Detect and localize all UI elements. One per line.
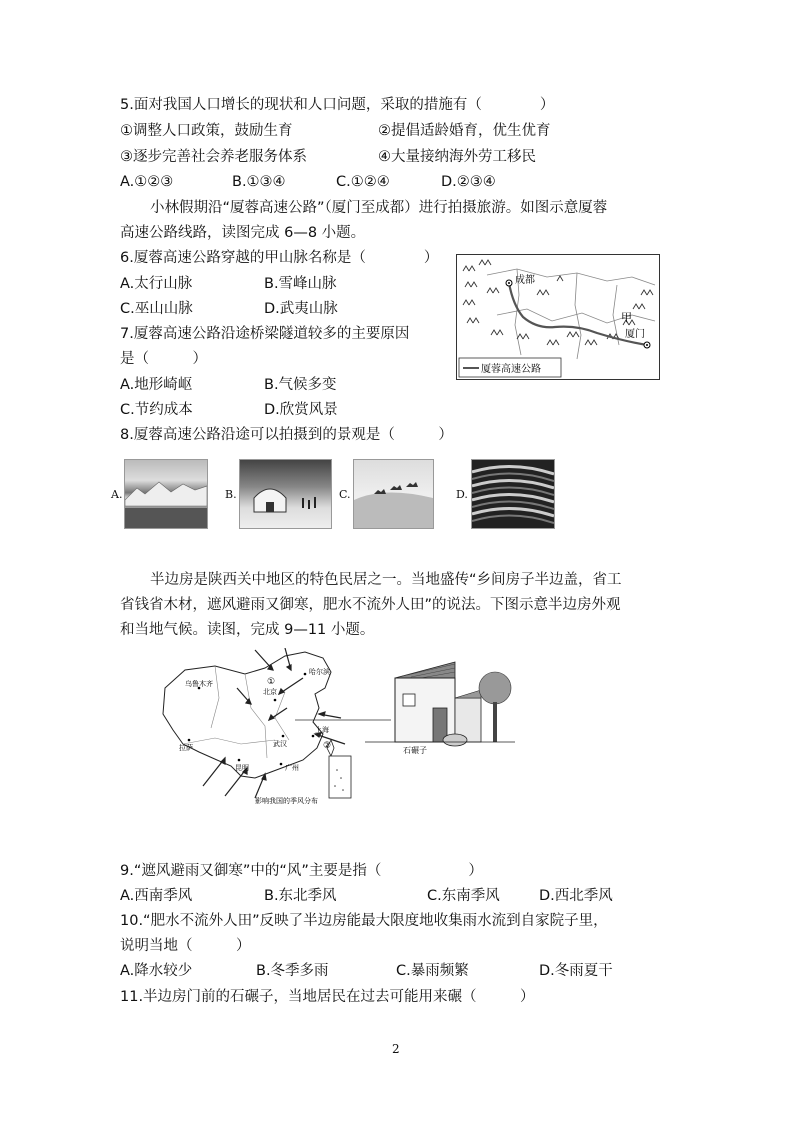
q7-stem-line1: 7.厦蓉高速公路沿途桥梁隧道较多的主要原因 <box>120 326 410 342</box>
map2-city-beijing: 北京 <box>263 688 277 696</box>
q7-option-a: A.地形崎岖 <box>120 377 193 393</box>
q8-photo-c-label: C. <box>339 488 351 501</box>
map2-city-wuhan: 武汉 <box>273 740 287 748</box>
q7-option-d: D.欣赏风景 <box>264 402 338 418</box>
q8-photo-b-label: B. <box>225 488 237 501</box>
camel-caravan-icon <box>354 460 433 528</box>
map1-label-jia: 甲 <box>621 311 632 324</box>
q5-option-a: A.①②③ <box>120 174 174 190</box>
map2-marker-2: ② <box>323 741 332 751</box>
map2-city-lhasa: 拉萨 <box>179 744 193 752</box>
q6-option-d: D.武夷山脉 <box>264 301 338 317</box>
q5-item-2: ②提倡适龄婚育，优生优育 <box>378 123 551 139</box>
intro-6-8-line1: 小林假期沿“厦蓉高速公路”（厦门至成都）进行拍摄旅游。如图示意厦蓉 <box>150 200 608 216</box>
q5-item-3: ③逐步完善社会养老服务体系 <box>120 149 307 165</box>
q8-stem: 8.厦蓉高速公路沿途可以拍摄到的景观是（ ） <box>120 427 453 443</box>
q8-photo-c-desert-camels <box>353 459 434 529</box>
q8-photo-a-label: A. <box>111 488 123 501</box>
map2-marker-1: ① <box>267 677 276 687</box>
monsoon-map-and-house <box>155 648 515 808</box>
q5-option-b: B.①③④ <box>232 174 286 190</box>
q8-photo-d-terraces <box>471 459 555 529</box>
snow-mountain-icon <box>125 460 207 528</box>
intro-6-8-line2: 高速公路线路，读图完成 6—8 小题。 <box>120 225 366 241</box>
q8-photo-b-yurt <box>239 459 332 529</box>
yurt-icon <box>240 460 331 528</box>
half-house-sketch <box>365 662 515 746</box>
map2-city-guangzhou: 广州 <box>285 764 299 772</box>
q10-option-d: D.冬雨夏干 <box>539 963 613 979</box>
q7-stem-line2: 是（ ） <box>120 351 207 367</box>
map1-city-xiamen: 厦门 <box>625 329 645 340</box>
q9-stem: 9.“遮风避雨又御寒”中的“风”主要是指（ ） <box>120 863 483 879</box>
expressway-map <box>456 254 660 380</box>
q5-item-4: ④大量接纳海外劳工移民 <box>378 149 536 165</box>
q7-option-b: B.气候多变 <box>264 377 337 393</box>
map2-city-kunming: 昆明 <box>235 764 249 772</box>
q6-stem: 6.厦蓉高速公路穿越的甲山脉名称是（ ） <box>120 250 439 266</box>
q10-option-c: C.暴雨频繁 <box>396 963 469 979</box>
intro-9-11-line3: 和当地气候。读图，完成 9—11 小题。 <box>120 622 375 638</box>
map1-legend-label: 厦蓉高速公路 <box>481 364 541 375</box>
q9-option-c: C.东南季风 <box>427 888 500 904</box>
q5-option-d: D.②③④ <box>441 174 496 190</box>
map2-city-harbin: 哈尔滨 <box>309 668 330 676</box>
map2-city-shanghai: 上海 <box>315 726 329 734</box>
q9-option-a: A.西南季风 <box>120 888 193 904</box>
q5-option-c: C.①②④ <box>336 174 390 190</box>
q6-option-a: A.太行山脉 <box>120 276 193 292</box>
q10-stem-line2: 说明当地（ ） <box>120 938 251 954</box>
q5-item-1: ①调整人口政策，鼓励生育 <box>120 123 293 139</box>
intro-9-11-line1: 半边房是陕西关中地区的特色民居之一。当地盛传“乡间房子半边盖，省工 <box>150 572 622 588</box>
monsoon-map-drawing <box>155 648 515 808</box>
map2-city-urumqi: 乌鲁木齐 <box>185 680 213 688</box>
q11-stem: 11.半边房门前的石碾子，当地居民在过去可能用来碾（ ） <box>120 989 535 1005</box>
q6-option-b: B.雪峰山脉 <box>264 276 337 292</box>
q5-stem: 5.面对我国人口增长的现状和人口问题，采取的措施有（ ） <box>120 97 555 113</box>
intro-9-11-line2: 省钱省木材，遮风避雨又御寒，肥水不流外人田”的说法。下图示意半边房外观 <box>120 597 621 613</box>
q8-photo-a-snow-mountains <box>124 459 208 529</box>
expressway-map-drawing <box>457 255 659 379</box>
q10-option-b: B.冬季多雨 <box>256 963 329 979</box>
q8-photo-d-label: D. <box>456 488 468 501</box>
stone-roller-label: 石碾子 <box>403 746 427 755</box>
map2-caption: 影响我国的季风分布 <box>255 797 318 805</box>
page-number: 2 <box>392 1042 400 1056</box>
q10-stem-line1: 10.“肥水不流外人田”反映了半边房能最大限度地收集雨水流到自家院子里， <box>120 913 608 929</box>
rice-terrace-icon <box>472 460 554 528</box>
map1-city-chengdu: 成都 <box>515 275 535 286</box>
q9-option-d: D.西北季风 <box>539 888 613 904</box>
q6-option-c: C.巫山山脉 <box>120 301 193 317</box>
q7-option-c: C.节约成本 <box>120 402 193 418</box>
q9-option-b: B.东北季风 <box>264 888 337 904</box>
q10-option-a: A.降水较少 <box>120 963 193 979</box>
